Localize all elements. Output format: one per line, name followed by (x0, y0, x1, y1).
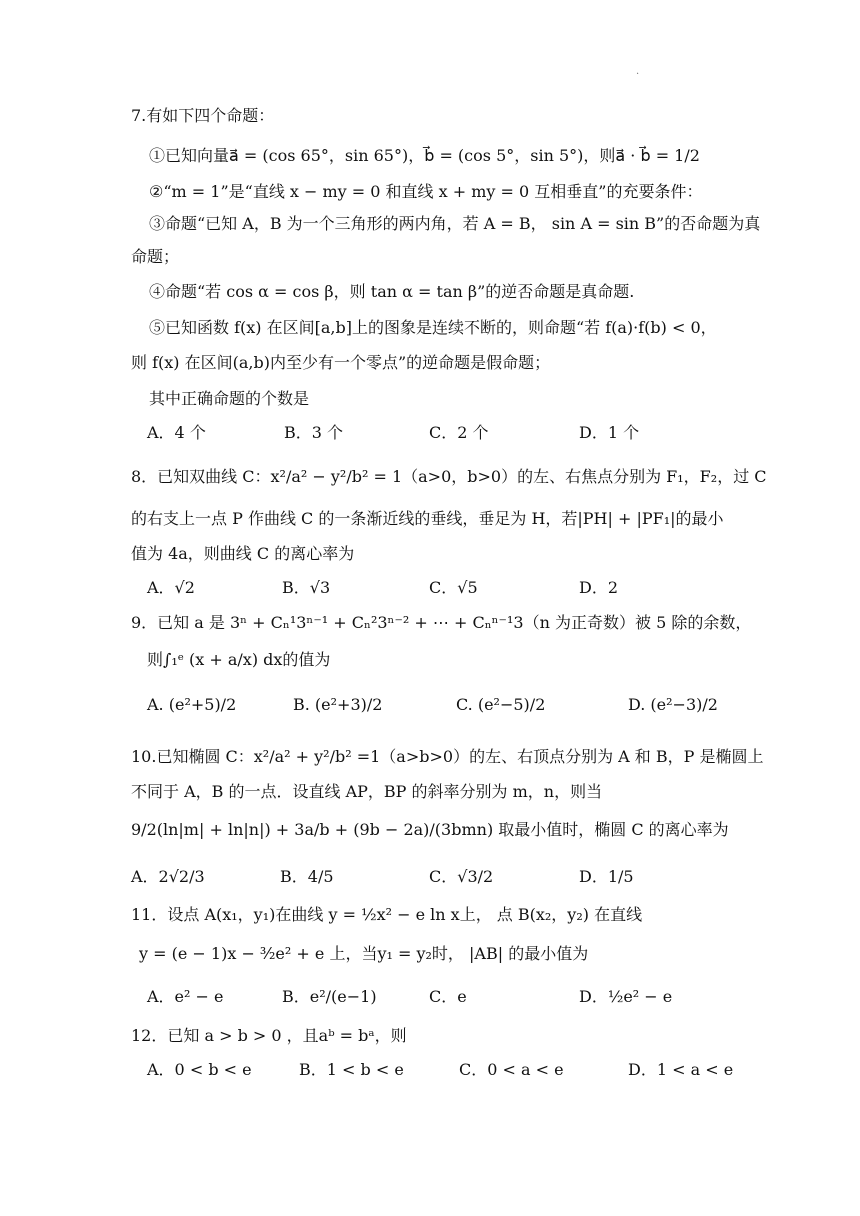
q7-option-a: A．4 个 (147, 423, 206, 442)
q8-option-a: A．√2 (147, 578, 195, 597)
q11-option-d: D．½e² − e (579, 987, 673, 1006)
q11-option-b: B．e²/(e−1) (282, 987, 377, 1006)
header-mark: . (636, 66, 640, 77)
q8-line-3: 值为 4a，则曲线 C 的离心率为 (131, 544, 355, 563)
q10-line-3: 9/2(ln|m| + ln|n|) + 3a/b + (9b − 2a)/(3bmn) 取最小值时，椭圆 C 的离心率为 (131, 820, 729, 839)
q11-line-2: y = (e − 1)x − ³⁄₂e² + e 上，当y₁ = y₂时， |AB| 的最小值为 (139, 944, 589, 963)
q10-option-c: C．√3/2 (429, 867, 494, 886)
q9-line-1: 9．已知 a 是 3ⁿ + Cₙ¹3ⁿ⁻¹ + Cₙ²3ⁿ⁻² + ⋯ + Cₙⁿ⁻¹3（n 为正奇数）被 5 除的余数， (131, 613, 752, 632)
q8-option-b: B．√3 (282, 578, 331, 597)
q12-option-d: D．1 < a < e (628, 1060, 734, 1079)
q7-prop-2: ②“m = 1”是“直线 x − my = 0 和直线 x + my = 0 互相垂直”的充要条件： (149, 182, 703, 201)
q11-option-a: A．e² − e (147, 987, 224, 1006)
q8-option-d: D．2 (579, 578, 619, 597)
q10-line-1: 10.已知椭圆 C：x²/a² + y²/b² =1（a>b>0）的左、右顶点分别为 A 和 B，P 是椭圆上 (131, 747, 764, 766)
q11-option-c: C．e (429, 987, 467, 1006)
q9-line-2: 则∫₁ᵉ (x + a/x) dx的值为 (147, 650, 331, 669)
q10-option-d: D．1/5 (579, 867, 634, 886)
q8-option-c: C．√5 (429, 578, 478, 597)
q9-option-c: C. (e²−5)/2 (456, 695, 546, 714)
q7-option-c: C．2 个 (429, 423, 489, 442)
q7-stem: 7.有如下四个命题： (131, 106, 275, 125)
q12-line-1: 12．已知 a > b > 0 ，且aᵇ = bᵃ，则 (131, 1026, 407, 1045)
q10-line-2: 不同于 A，B 的一点．设直线 AP，BP 的斜率分别为 m，n，则当 (131, 782, 603, 801)
q7-option-b: B．3 个 (284, 423, 344, 442)
q12-option-c: C．0 < a < e (459, 1060, 564, 1079)
q7-prop-5a: ⑤已知函数 f(x) 在区间[a,b]上的图象是连续不断的，则命题“若 f(a)·f(b) < 0， (149, 318, 717, 337)
q11-line-1: 11．设点 A(x₁，y₁)在曲线 y = ½x² − e ln x上， 点 B(x₂，y₂) 在直线 (131, 905, 643, 924)
q9-option-b: B. (e²+3)/2 (293, 695, 383, 714)
q7-prop-1: ①已知向量a⃗ = (cos 65°，sin 65°)，b⃗ = (cos 5°，sin 5°)，则a⃗ · b⃗ = 1/2 (149, 146, 700, 165)
q10-option-a: A．2√2/3 (131, 867, 205, 886)
q7-prop-5b: 则 f(x) 在区间(a,b)内至少有一个零点”的逆命题是假命题； (131, 353, 551, 372)
q7-question: 其中正确命题的个数是 (149, 389, 310, 408)
q7-option-d: D．1 个 (579, 423, 640, 442)
q9-option-d: D. (e²−3)/2 (628, 695, 718, 714)
q12-option-b: B．1 < b < e (299, 1060, 404, 1079)
q8-line-1: 8．已知双曲线 C：x²/a² − y²/b² = 1（a>0，b>0）的左、右焦点分别为 F₁，F₂，过 C (131, 467, 767, 486)
q10-option-b: B．4/5 (280, 867, 334, 886)
q7-prop-3b: 命题； (131, 247, 180, 266)
q9-option-a: A. (e²+5)/2 (147, 695, 237, 714)
q7-prop-4: ④命题“若 cos α = cos β，则 tan α = tan β”的逆否命题是真命题. (149, 282, 635, 301)
q12-option-a: A．0 < b < e (147, 1060, 252, 1079)
q7-prop-3a: ③命题“已知 A，B 为一个三角形的两内角，若 A = B， sin A = sin B”的否命题为真 (149, 214, 761, 233)
q8-line-2: 的右支上一点 P 作曲线 C 的一条渐近线的垂线，垂足为 H，若|PH| + |PF₁|的最小 (131, 509, 724, 528)
